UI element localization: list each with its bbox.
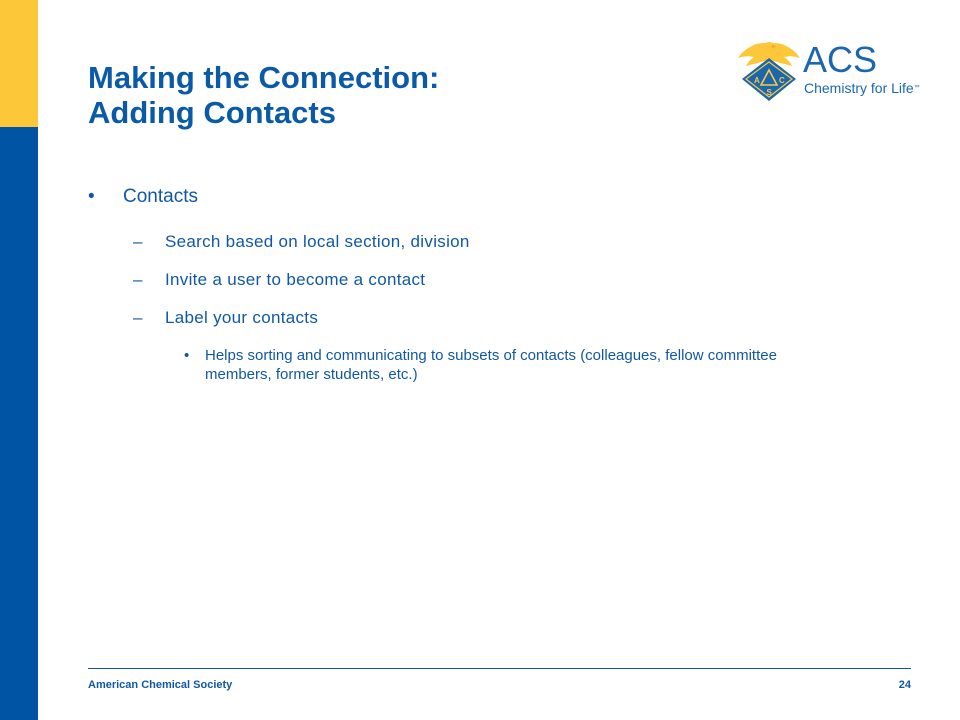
- dash-marker: –: [133, 308, 143, 327]
- sub-bullet-text: Label your contacts: [165, 308, 319, 327]
- title-line-1: Making the Connection:: [88, 60, 440, 95]
- dash-marker: –: [133, 270, 143, 289]
- svg-text:A: A: [754, 76, 760, 85]
- accent-bar-yellow: [0, 0, 38, 127]
- sub-bullet-text: Search based on local section, division: [165, 232, 470, 251]
- slide-title: [88, 60, 439, 130]
- title-line-2: Adding Contacts: [88, 95, 336, 130]
- logo-wordmark: ACS: [803, 39, 878, 80]
- footer-organization: American Chemical Society: [88, 679, 233, 691]
- logo-tagline: [804, 80, 920, 96]
- footer-divider: [88, 668, 911, 669]
- svg-text:S: S: [766, 88, 772, 97]
- bullet-text: Contacts: [123, 186, 198, 207]
- footer-page-number: 24: [898, 679, 911, 691]
- acs-logo: [734, 38, 924, 104]
- bullet-marker: •: [184, 347, 190, 364]
- acs-seal-icon: [734, 38, 804, 104]
- sub-bullet-text: Invite a user to become a contact: [165, 270, 426, 289]
- accent-bar-blue: [0, 127, 38, 720]
- logo-tagline-text: Chemistry for Life: [804, 80, 914, 96]
- bullet-marker: •: [88, 186, 95, 207]
- sub-sub-bullet-text: Helps sorting and communicating to subsets of contacts (colleagues, fellow committee members, former students, etc.): [205, 347, 777, 383]
- dash-marker: –: [133, 232, 143, 251]
- svg-text:C: C: [779, 76, 785, 85]
- logo-trademark: ™: [913, 85, 920, 91]
